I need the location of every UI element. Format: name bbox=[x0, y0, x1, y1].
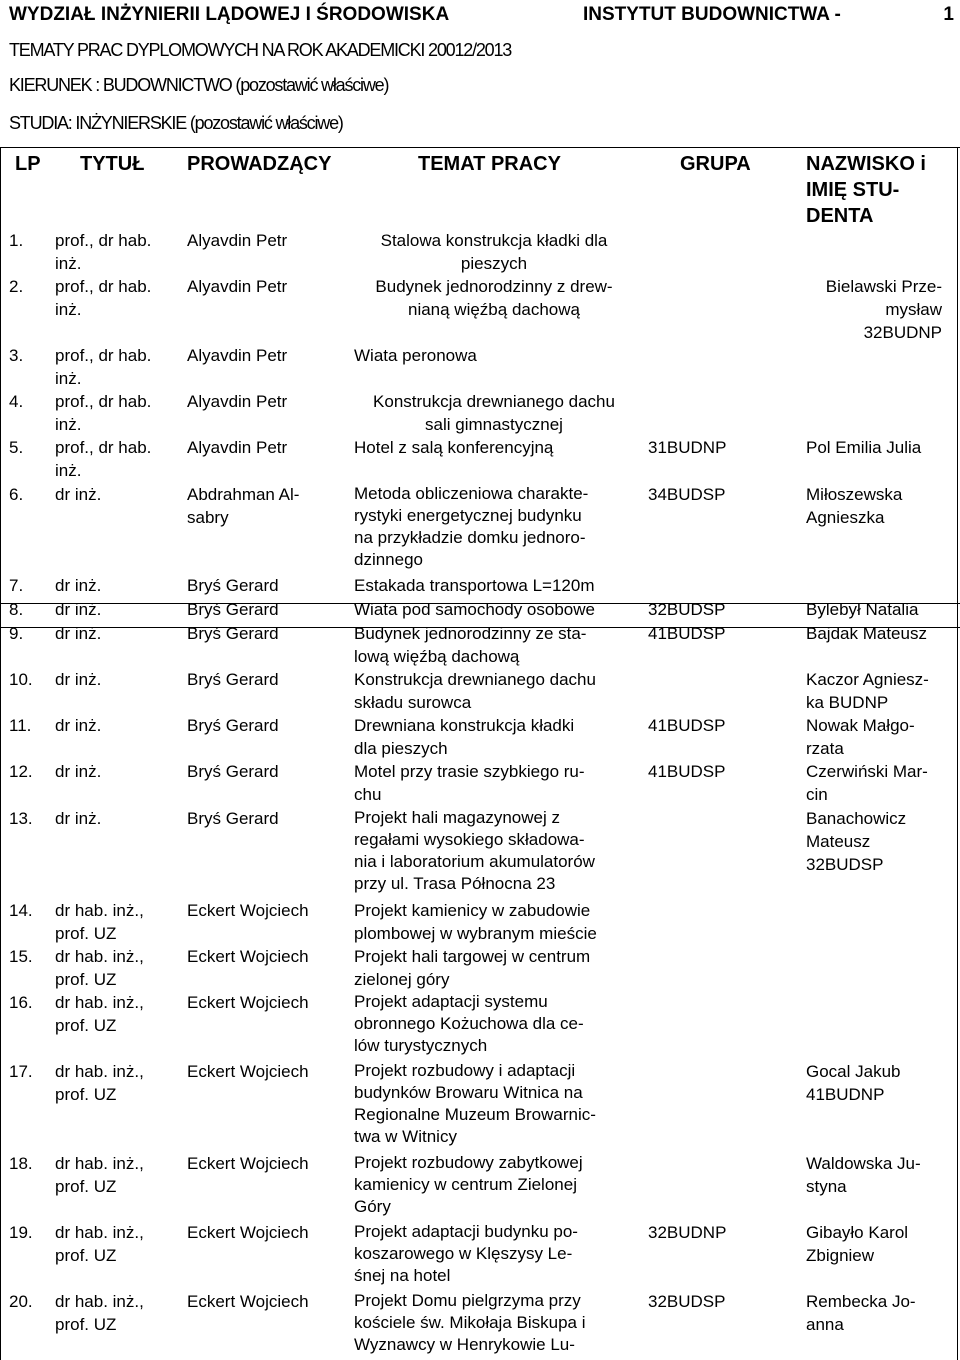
cell-lp: 12. bbox=[9, 762, 33, 781]
cell-supervisor-line: Bryś Gerard bbox=[187, 576, 279, 595]
cell-student bbox=[806, 668, 929, 714]
cell-title-line: dr hab. inż., bbox=[55, 947, 144, 966]
cell-title bbox=[55, 574, 101, 597]
cell-lp: 18. bbox=[9, 1154, 33, 1173]
cell-title-line: prof. UZ bbox=[55, 1016, 117, 1035]
cell-topic-line: Estakada transportowa L=120m bbox=[354, 576, 595, 595]
cell-topic-line: sali gimnastycznej bbox=[425, 415, 563, 434]
cell-student-line: Mateusz bbox=[806, 832, 871, 851]
cell-student-line: Nowak Małgo- bbox=[806, 716, 915, 735]
cell-title-line: prof. UZ bbox=[55, 1177, 117, 1196]
cell-topic-line: twa w Witnicy bbox=[354, 1127, 457, 1146]
cell-topic-line: Projekt kamienicy w zabudowie bbox=[354, 901, 591, 920]
cell-supervisor bbox=[187, 668, 279, 691]
table-top-border bbox=[0, 147, 960, 148]
cell-supervisor bbox=[187, 598, 279, 621]
cell-group: 32BUDSP bbox=[648, 600, 726, 619]
cell-topic-line: na przykładzie domku jednoro- bbox=[354, 528, 586, 547]
cell-supervisor-line: Bryś Gerard bbox=[187, 670, 279, 689]
cell-topic-line: nia i laboratorium akumulatorów bbox=[354, 852, 595, 871]
cell-lp: 19. bbox=[9, 1223, 33, 1242]
cell-student-line: anna bbox=[806, 1315, 844, 1334]
faculty-name: WYDZIAŁ INŻYNIERII LĄDOWEJ I ŚRODOWISKA bbox=[9, 4, 450, 25]
cell-title-line: dr inż. bbox=[55, 716, 102, 735]
cell-topic bbox=[354, 1221, 578, 1287]
cell-supervisor bbox=[187, 899, 309, 922]
cell-group: 34BUDSP bbox=[648, 485, 726, 504]
cell-topic-line: Projekt hali magazynowej z bbox=[354, 808, 560, 827]
table-left-border bbox=[0, 148, 1, 1360]
cell-title bbox=[55, 344, 151, 390]
column-header-title: TYTUŁ bbox=[80, 153, 145, 175]
cell-title bbox=[55, 390, 151, 436]
cell-supervisor-line: Bryś Gerard bbox=[187, 762, 279, 781]
cell-topic-line: zielonej góry bbox=[354, 970, 450, 989]
cell-topic-line: Projekt rozbudowy zabytkowej bbox=[354, 1153, 583, 1172]
cell-supervisor bbox=[187, 991, 309, 1014]
cell-topic-line: Drewniana konstrukcja kładki bbox=[354, 716, 575, 735]
cell-student bbox=[806, 1290, 916, 1336]
cell-topic bbox=[354, 344, 477, 367]
cell-supervisor-line: Eckert Wojciech bbox=[187, 901, 309, 920]
cell-topic-line: dzinnego bbox=[354, 550, 424, 569]
column-header-lp: LP bbox=[15, 153, 41, 175]
cell-supervisor bbox=[187, 945, 309, 968]
cell-topic-line: plombowej w wybranym mieście bbox=[354, 924, 597, 943]
cell-title-line: prof., dr hab. bbox=[55, 277, 152, 296]
cell-student-line: mysław bbox=[885, 300, 942, 319]
cell-topic-line: Hotel z salą konferencyjną bbox=[354, 438, 554, 457]
cell-topic-line: Projekt hali targowej w centrum bbox=[354, 947, 591, 966]
cell-title-line: inż. bbox=[55, 415, 82, 434]
cell-topic-line: Projekt adaptacji budynku po- bbox=[354, 1222, 578, 1241]
cell-supervisor-line: Eckert Wojciech bbox=[187, 947, 309, 966]
cell-student-line: styna bbox=[806, 1177, 847, 1196]
cell-topic-line: rystyki energetycznej budynku bbox=[354, 506, 582, 525]
cell-title bbox=[55, 436, 151, 482]
cell-title bbox=[55, 483, 101, 506]
cell-student-line: Banachowicz bbox=[806, 809, 907, 828]
cell-title bbox=[55, 668, 101, 691]
topics-year-line: TEMATY PRAC DYPLOMOWYCH NA ROK AKADEMICKI 20012/2013 bbox=[9, 40, 512, 60]
student-header-line: NAZWISKO i bbox=[806, 153, 926, 175]
cell-student bbox=[826, 275, 942, 344]
cell-topic bbox=[354, 1152, 583, 1218]
cell-topic-line: przy ul. Trasa Północna 23 bbox=[354, 874, 556, 893]
cell-topic bbox=[354, 1060, 596, 1148]
cell-title-line: prof. UZ bbox=[55, 1085, 117, 1104]
student-header-line: DENTA bbox=[806, 205, 874, 227]
cell-group: 32BUDSP bbox=[648, 1292, 726, 1311]
cell-student bbox=[806, 714, 915, 760]
cell-student bbox=[806, 1152, 921, 1198]
cell-topic-line: Wyznawcy w Henrykowie Lu- bbox=[354, 1335, 575, 1354]
cell-supervisor-line: sabry bbox=[187, 508, 229, 527]
cell-lp: 8. bbox=[9, 600, 24, 619]
cell-title bbox=[55, 1060, 144, 1106]
cell-student-line: Bylebył Natalia bbox=[806, 600, 919, 619]
cell-supervisor bbox=[187, 390, 287, 413]
cell-supervisor bbox=[187, 1152, 309, 1175]
cell-student-line: Rembecka Jo- bbox=[806, 1292, 916, 1311]
cell-lp: 6. bbox=[9, 485, 24, 504]
cell-topic-line: koszarowego w Klęszysy Le- bbox=[354, 1244, 573, 1263]
cell-title bbox=[55, 899, 144, 945]
cell-topic-line: Budynek jednorodzinny z drew- bbox=[375, 277, 613, 296]
cell-student bbox=[806, 760, 928, 806]
cell-topic bbox=[354, 436, 553, 459]
studies-type-line: STUDIA: INŻYNIERSKIE (pozostawić właściwe) bbox=[9, 113, 343, 133]
cell-topic-line: Budynek jednorodzinny ze sta- bbox=[354, 624, 587, 643]
cell-title-line: inż. bbox=[55, 461, 82, 480]
cell-lp: 1. bbox=[9, 231, 24, 250]
cell-topic-line: Konstrukcja drewnianego dachu bbox=[354, 670, 596, 689]
cell-student-line: 32BUDSP bbox=[806, 855, 884, 874]
cell-title-line: dr hab. inż., bbox=[55, 1223, 144, 1242]
cell-supervisor-line: Abdrahman Al- bbox=[187, 485, 300, 504]
cell-student-line: 41BUDNP bbox=[806, 1085, 885, 1104]
cell-title-line: prof. UZ bbox=[55, 1315, 117, 1334]
cell-supervisor bbox=[187, 1060, 309, 1083]
cell-topic bbox=[354, 807, 595, 895]
cell-student-line: Miłoszewska bbox=[806, 485, 903, 504]
cell-lp: 14. bbox=[9, 901, 33, 920]
cell-supervisor bbox=[187, 344, 287, 367]
cell-title bbox=[55, 1221, 144, 1267]
cell-lp: 3. bbox=[9, 346, 24, 365]
cell-topic-line: lów turystycznych bbox=[354, 1036, 488, 1055]
cell-supervisor-line: Bryś Gerard bbox=[187, 809, 279, 828]
student-header-line: IMIĘ STU- bbox=[806, 179, 900, 201]
cell-title bbox=[55, 622, 101, 645]
cell-lp: 11. bbox=[9, 716, 32, 735]
cell-student bbox=[806, 622, 927, 645]
cell-student bbox=[806, 436, 921, 459]
cell-title-line: dr inż. bbox=[55, 485, 102, 504]
cell-lp: 17. bbox=[9, 1062, 33, 1081]
cell-title-line: dr inż. bbox=[55, 624, 102, 643]
cell-supervisor-line: Eckert Wojciech bbox=[187, 1223, 309, 1242]
cell-supervisor-line: Eckert Wojciech bbox=[187, 993, 309, 1012]
cell-student-line: ka BUDNP bbox=[806, 693, 889, 712]
cell-supervisor-line: Alyavdin Petr bbox=[187, 438, 288, 457]
cell-supervisor bbox=[187, 1221, 309, 1244]
cell-group: 41BUDSP bbox=[648, 716, 726, 735]
cell-supervisor bbox=[187, 436, 287, 459]
cell-topic bbox=[354, 598, 595, 621]
cell-title-line: dr inż. bbox=[55, 809, 102, 828]
cell-title-line: prof. UZ bbox=[55, 924, 117, 943]
cell-lp: 4. bbox=[9, 392, 24, 411]
cell-student-line: Kaczor Agniesz- bbox=[806, 670, 929, 689]
cell-topic-line: budynków Browaru Witnica na bbox=[354, 1083, 583, 1102]
cell-topic-line: składu surowca bbox=[354, 693, 472, 712]
cell-topic-line: Projekt rozbudowy i adaptacji bbox=[354, 1061, 576, 1080]
cell-student-line: Gibayło Karol bbox=[806, 1223, 909, 1242]
cell-student bbox=[806, 598, 918, 621]
cell-student bbox=[806, 1060, 901, 1106]
cell-lp: 10. bbox=[9, 670, 33, 689]
cell-lp: 5. bbox=[9, 438, 24, 457]
cell-student-line: Bielawski Prze- bbox=[825, 277, 942, 296]
cell-topic-line: Stalowa konstrukcja kładki dla bbox=[380, 231, 608, 250]
cell-student bbox=[806, 483, 902, 529]
cell-title bbox=[55, 1152, 144, 1198]
cell-topic-line: regałami wysokiego składowa- bbox=[354, 830, 585, 849]
cell-title-line: dr hab. inż., bbox=[55, 1292, 144, 1311]
cell-student-line: Pol Emilia Julia bbox=[806, 438, 922, 457]
field-of-study-line: KIERUNEK : BUDOWNICTWO (pozostawić właściwe) bbox=[9, 75, 389, 95]
cell-topic bbox=[354, 714, 574, 760]
column-header-supervisor: PROWADZĄCY bbox=[187, 153, 332, 175]
cell-student-line: cin bbox=[806, 785, 828, 804]
cell-topic bbox=[354, 622, 586, 668]
cell-title-line: prof., dr hab. bbox=[55, 392, 152, 411]
cell-title-line: dr hab. inż., bbox=[55, 1062, 144, 1081]
cell-supervisor bbox=[187, 622, 279, 645]
faculty-header-line bbox=[9, 4, 954, 26]
cell-supervisor-line: Bryś Gerard bbox=[187, 600, 279, 619]
cell-title bbox=[55, 714, 101, 737]
cell-student-line: 32BUDNP bbox=[863, 323, 942, 342]
cell-lp: 13. bbox=[9, 809, 33, 828]
cell-topic-line: nianą więźbą dachową bbox=[407, 300, 580, 319]
cell-lp: 16. bbox=[9, 993, 33, 1012]
cell-topic bbox=[354, 899, 597, 945]
cell-topic-line: Motel przy trasie szybkiego ru- bbox=[354, 762, 585, 781]
cell-title-line: dr hab. inż., bbox=[55, 1154, 144, 1173]
cell-title bbox=[55, 991, 144, 1037]
cell-topic-line: Regionalne Muzeum Browarnic- bbox=[354, 1105, 596, 1124]
cell-supervisor bbox=[187, 574, 279, 597]
cell-title bbox=[55, 760, 101, 783]
page-number: 1 bbox=[943, 4, 954, 25]
cell-supervisor-line: Alyavdin Petr bbox=[187, 392, 288, 411]
cell-group: 32BUDNP bbox=[648, 1223, 727, 1242]
cell-title bbox=[55, 229, 151, 275]
cell-student-line: Bajdak Mateusz bbox=[806, 624, 927, 643]
cell-title-line: dr hab. inż., bbox=[55, 901, 144, 920]
cell-title-line: dr inż. bbox=[55, 762, 102, 781]
cell-supervisor bbox=[187, 807, 279, 830]
cell-topic-line: kościele św. Mikołaja Biskupa i bbox=[354, 1313, 586, 1332]
cell-topic-line: kamienicy w centrum Zielonej bbox=[354, 1175, 577, 1194]
cell-topic bbox=[354, 275, 634, 321]
cell-topic-line: pieszych bbox=[460, 254, 528, 273]
cell-topic bbox=[354, 229, 634, 275]
cell-topic-line: śnej na hotel bbox=[354, 1266, 451, 1285]
table-right-border bbox=[957, 148, 958, 1360]
cell-topic bbox=[354, 483, 588, 571]
cell-title-line: inż. bbox=[55, 254, 82, 273]
institute-name: INSTYTUT BUDOWNICTWA - bbox=[583, 4, 841, 25]
cell-supervisor bbox=[187, 714, 279, 737]
cell-topic-line: dla pieszych bbox=[354, 739, 448, 758]
cell-topic-line: Góry bbox=[354, 1197, 391, 1216]
cell-student-line: Agnieszka bbox=[806, 508, 885, 527]
cell-supervisor bbox=[187, 483, 299, 529]
cell-supervisor bbox=[187, 760, 279, 783]
cell-group: 31BUDNP bbox=[648, 438, 727, 457]
cell-group: 41BUDSP bbox=[648, 762, 726, 781]
cell-topic bbox=[354, 945, 590, 991]
column-header-topic: TEMAT PRACY bbox=[418, 153, 561, 175]
cell-title bbox=[55, 945, 144, 991]
column-header-group: GRUPA bbox=[680, 153, 751, 175]
cell-supervisor-line: Eckert Wojciech bbox=[187, 1292, 309, 1311]
cell-topic-line: Metoda obliczeniowa charakte- bbox=[354, 484, 589, 503]
cell-topic bbox=[354, 668, 596, 714]
cell-supervisor bbox=[187, 1290, 309, 1313]
cell-supervisor-line: Bryś Gerard bbox=[187, 716, 279, 735]
cell-student bbox=[806, 1221, 908, 1267]
cell-topic-line: Projekt adaptacji systemu bbox=[354, 992, 548, 1011]
cell-lp: 9. bbox=[9, 624, 24, 643]
cell-supervisor-line: Alyavdin Petr bbox=[187, 346, 288, 365]
cell-topic bbox=[354, 991, 584, 1057]
cell-title-line: prof. UZ bbox=[55, 970, 117, 989]
cell-title-line: inż. bbox=[55, 300, 82, 319]
cell-title bbox=[55, 275, 151, 321]
cell-lp: 7. bbox=[9, 576, 24, 595]
cell-lp: 20. bbox=[9, 1292, 33, 1311]
cell-student-line: Waldowska Ju- bbox=[806, 1154, 921, 1173]
cell-title bbox=[55, 1290, 144, 1336]
cell-title-line: dr inż. bbox=[55, 576, 102, 595]
cell-student bbox=[806, 807, 906, 876]
cell-group: 41BUDSP bbox=[648, 624, 726, 643]
cell-topic-line: Wiata pod samochody osobowe bbox=[354, 600, 595, 619]
cell-topic bbox=[354, 574, 595, 597]
cell-title-line: prof. UZ bbox=[55, 1246, 117, 1265]
cell-supervisor-line: Bryś Gerard bbox=[187, 624, 279, 643]
cell-supervisor bbox=[187, 229, 287, 252]
cell-topic bbox=[354, 390, 634, 436]
cell-title-line: prof., dr hab. bbox=[55, 231, 152, 250]
cell-student-line: rzata bbox=[806, 739, 844, 758]
cell-student-line: Gocal Jakub bbox=[806, 1062, 901, 1081]
cell-student-line: Zbigniew bbox=[806, 1246, 875, 1265]
cell-title-line: dr inż. bbox=[55, 600, 102, 619]
cell-title bbox=[55, 598, 101, 621]
cell-lp: 15. bbox=[9, 947, 33, 966]
cell-topic bbox=[354, 760, 585, 806]
cell-title-line: prof., dr hab. bbox=[55, 346, 152, 365]
cell-supervisor-line: Alyavdin Petr bbox=[187, 277, 288, 296]
cell-title-line: dr inż. bbox=[55, 670, 102, 689]
cell-topic-line: Konstrukcja drewnianego dachu bbox=[373, 392, 615, 411]
column-header-student bbox=[806, 151, 926, 229]
cell-student-line: Czerwiński Mar- bbox=[806, 762, 928, 781]
cell-topic bbox=[354, 1290, 585, 1356]
cell-supervisor-line: Eckert Wojciech bbox=[187, 1062, 309, 1081]
cell-supervisor-line: Alyavdin Petr bbox=[187, 231, 288, 250]
cell-topic-line: obronnego Kożuchowa dla ce- bbox=[354, 1014, 584, 1033]
cell-title-line: inż. bbox=[55, 369, 82, 388]
cell-supervisor-line: Eckert Wojciech bbox=[187, 1154, 309, 1173]
cell-supervisor bbox=[187, 275, 287, 298]
cell-topic-line: Projekt Domu pielgrzyma przy bbox=[354, 1291, 581, 1310]
cell-topic-line: Wiata peronowa bbox=[354, 346, 477, 365]
cell-title bbox=[55, 807, 101, 830]
cell-title-line: prof., dr hab. bbox=[55, 438, 152, 457]
cell-lp: 2. bbox=[9, 277, 24, 296]
cell-title-line: dr hab. inż., bbox=[55, 993, 144, 1012]
cell-topic-line: chu bbox=[354, 785, 382, 804]
cell-topic-line: lową więźbą dachową bbox=[354, 647, 520, 666]
